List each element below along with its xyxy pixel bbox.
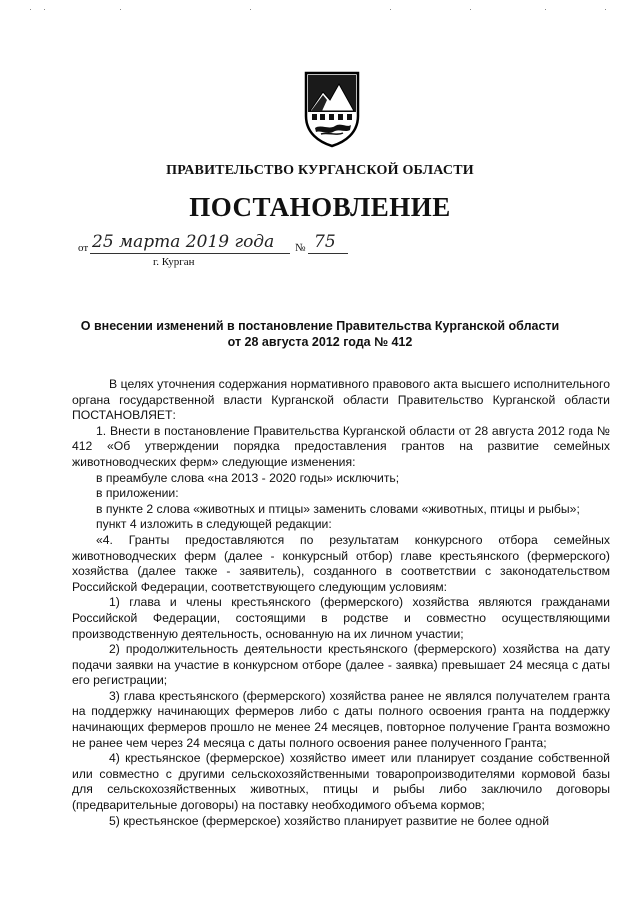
body-paragraph: в преамбуле слова «на 2013 - 2020 годы» исключить; <box>96 470 400 485</box>
government-name: ПРАВИТЕЛЬСТВО КУРГАНСКОЙ ОБЛАСТИ <box>166 163 474 178</box>
document-type-heading: ПОСТАНОВЛЕНИЕ <box>189 192 451 222</box>
city-label: г. Курган <box>153 256 195 268</box>
date-label: от <box>78 242 89 254</box>
body-paragraph: в пункте 2 слова «животных и птицы» заменить словами «животных, птицы и рыбы»; <box>96 501 580 516</box>
number-label: № <box>295 242 306 254</box>
document-meta <box>78 232 378 272</box>
scan-artifact-dots <box>30 8 610 12</box>
date-underline <box>90 253 290 254</box>
body-paragraph: 5) крестьянское (фермерское) хозяйство планирует развитие не более одной <box>109 813 550 828</box>
handwritten-date: 25 марта 2019 года <box>92 232 275 252</box>
body-paragraph: 4) крестьянское (фермерское) хозяйство имеет или планирует создание собственной или совместно с другими сельскохозяйственными товаропроизводителями кормовой базы для сельскохозяйственных животных, птицы и рыбы либо заключило договоры (предварительные договоры) на поставку необходимого объема кормов; <box>72 751 610 813</box>
body-paragraph: 1. Внести в постановление Правительства Курганской области от 28 августа 2012 года № 412 «Об утверждении порядка предоставления грантов на развитие семейных животноводческих ферм» следующие изменения: <box>72 423 610 469</box>
document-body <box>72 377 610 829</box>
body-paragraph: 2) продолжительность деятельности крестьянского (фермерского) хозяйства на дату подачи заявки на участие в конкурсном отборе (далее - заявка) превышает 24 месяца с даты его регистрации; <box>72 642 610 688</box>
body-paragraph: «4. Гранты предоставляются по результатам конкурсного отбора семейных животноводческих ферм (далее - конкурсный отбор) главе крестьянского (фермерского) хозяйства (далее также - заявитель), созданного в соответствии с законодательством Российской Федерации, соответствующего следующим условиям: <box>72 532 610 594</box>
number-underline <box>308 253 348 254</box>
title-line-1: О внесении изменений в постановление Правительства Курганской области <box>80 319 560 333</box>
handwritten-number: 75 <box>314 232 336 252</box>
body-paragraph: 3) глава крестьянского (фермерского) хозяйства ранее не являлся получателем гранта на поддержку начинающих фермеров либо с даты полного освоения гранта на поддержку начинающих фермеров прошло не менее 24 месяцев, повторное получение Гранта возможно не ранее чем через 24 месяца с даты полного освоения ранее полученного Гранта; <box>72 688 610 750</box>
body-paragraph: В целях уточнения содержания нормативного правового акта высшего исполнительного органа государственной власти Курганской области Правительство Курганской области ПОСТАНОВЛЯЕТ: <box>72 377 610 423</box>
resolution-title <box>40 318 600 350</box>
body-paragraph: 1) глава и члены крестьянского (фермерского) хозяйства являются гражданами Российской Федерации, состоящими в родстве и совместно осуществляющими производственную деятельность, основанную на их личном участии; <box>72 595 610 641</box>
title-line-2: от 28 августа 2012 года № 412 <box>227 335 413 349</box>
body-paragraph: в приложении: <box>96 486 179 501</box>
body-paragraph: пункт 4 изложить в следующей редакции: <box>96 517 332 532</box>
kurgan-coat-of-arms-icon <box>303 70 361 148</box>
